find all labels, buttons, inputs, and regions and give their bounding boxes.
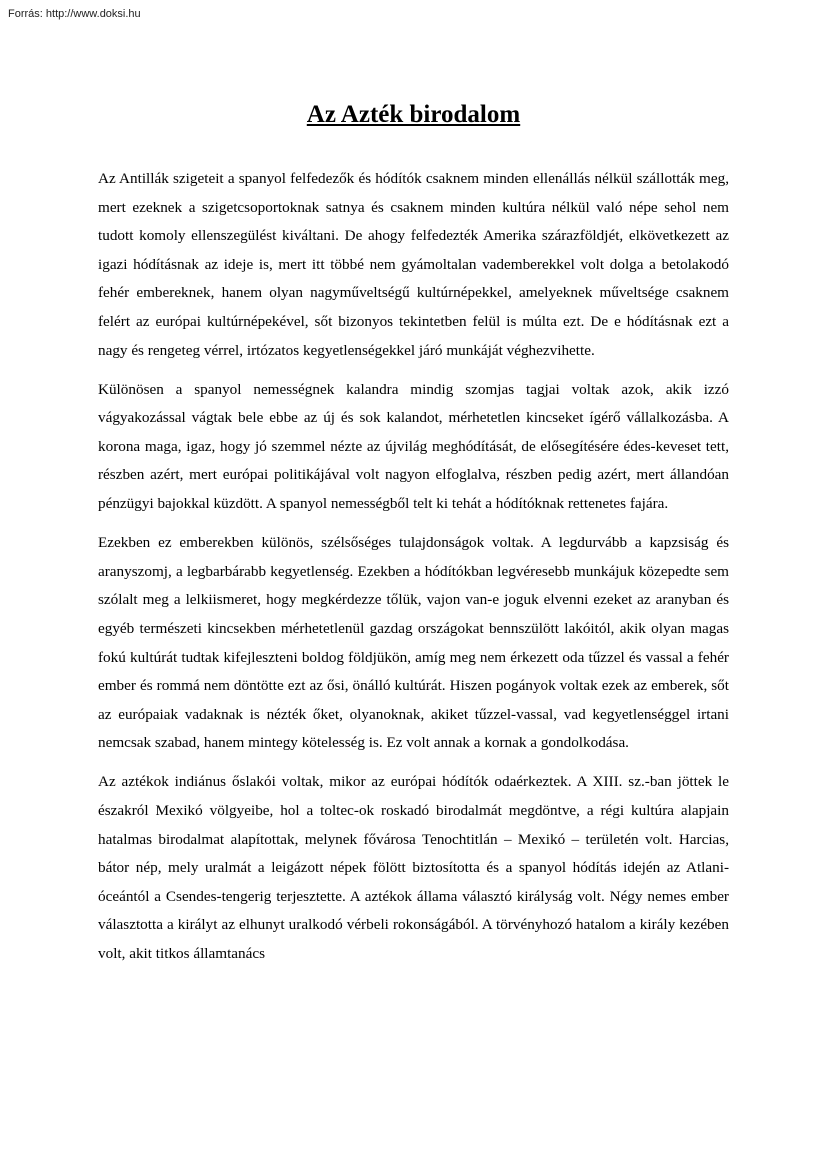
paragraph-1: Az Antillák szigeteit a spanyol felfedezők és hódítók csaknem minden ellenállás nélkül szállották meg, mert ezeknek a szigetcsoportoknak satnya és csaknem minden kultúra nélkül való népe sehol nem tudott komoly ellenszegülést kiváltani. De ahogy felfedezték Amerika szárazföldjét, elkövetkezett az igazi hódításnak az ideje is, mert itt többé nem gyámoltalan vademberekkel volt dolga a betolakodó fehér embereknek, hanem olyan nagyműveltségű kultúrnépekkel, amelyeknek műveltsége csaknem felért az európai kultúrnépekével, sőt bizonyos tekintetben felül is múlta ezt. De e hódításnak ezt a nagy és rengeteg vérrel, irtózatos kegyetlenségekkel járó munkáját véghezvihette. [98, 170, 729, 359]
document-body [98, 165, 729, 979]
paragraph-4: Az aztékok indiánus őslakói voltak, mikor az európai hódítók odaérkeztek. A XIII. sz.-ban jöttek le északról Mexikó völgyeibe, hol a toltec-ok roskadó birodalmát megdöntve, a régi kultúra alapjain hatalmas birodalmat alapítottak, melynek fővárosa Tenochtitlán – Mexikó – területén volt. Harcias, bátor nép, mely uralmát a leigázott népek fölött biztosította és a spanyol hódítás idején az Atlani-óceántól a Csendes-tengerig terjesztette. A aztékok állama választó királyság volt. Négy nemes ember választotta a királyt az elhunyt uralkodó vérbeli rokonságából. A törvényhozó hatalom a király kezében volt, akit titkos államtanács [98, 773, 729, 962]
page-title: Az Azték birodalom [306, 101, 521, 128]
paragraph-3: Ezekben ez emberekben különös, szélsőséges tulajdonságok voltak. A legdurvább a kapzsiság és aranyszomj, a legbarbárabb kegyetlenség. Ezekben a hódítókban legvéresebb munkájuk közepedte sem szólalt meg a lelkiismeret, hogy megkérdezze tőlük, vajon van-e joguk elvenni ezeket az aranyban és egyéb természeti kincsekben mérhetetlenül gazdag országokat bennszülött lakóitól, akik olyan magas fokú kultúrát tudtak kifejleszteni boldog földjükön, amíg meg nem érkezett oda tűzzel és vassal a fehér ember és rommá nem döntötte ezt az ősi, önálló kultúrát. Hiszen pogányok voltak ezek az emberek, sőt az európaiak vadaknak is nézték őket, olyanoknak, akiket tűzzel-vassal, vad kegyetlenséggel irtani nemcsak szabad, hanem mintegy kötelesség is. Ez volt annak a kornak a gondolkodása. [98, 534, 729, 752]
paragraph-2: Különösen a spanyol nemességnek kalandra mindig szomjas tagjai voltak azok, akik izzó vágyakozással vágtak bele ebbe az új és sok kalandot, mérhetetlen kincseket ígérő vállalkozásba. A korona maga, igaz, hogy jó szemmel nézte az újvilág meghódítását, de elősegítésére édes-keveset tett, részben azért, mert európai politikájával volt nagyon elfoglalva, részben pedig azért, mert állandóan pénzügyi bajokkal küzdött. A spanyol nemességből telt ki tehát a hódítóknak rettenetes fajára. [98, 380, 729, 513]
source-label: Forrás: http://www.doksi.hu [8, 8, 141, 20]
